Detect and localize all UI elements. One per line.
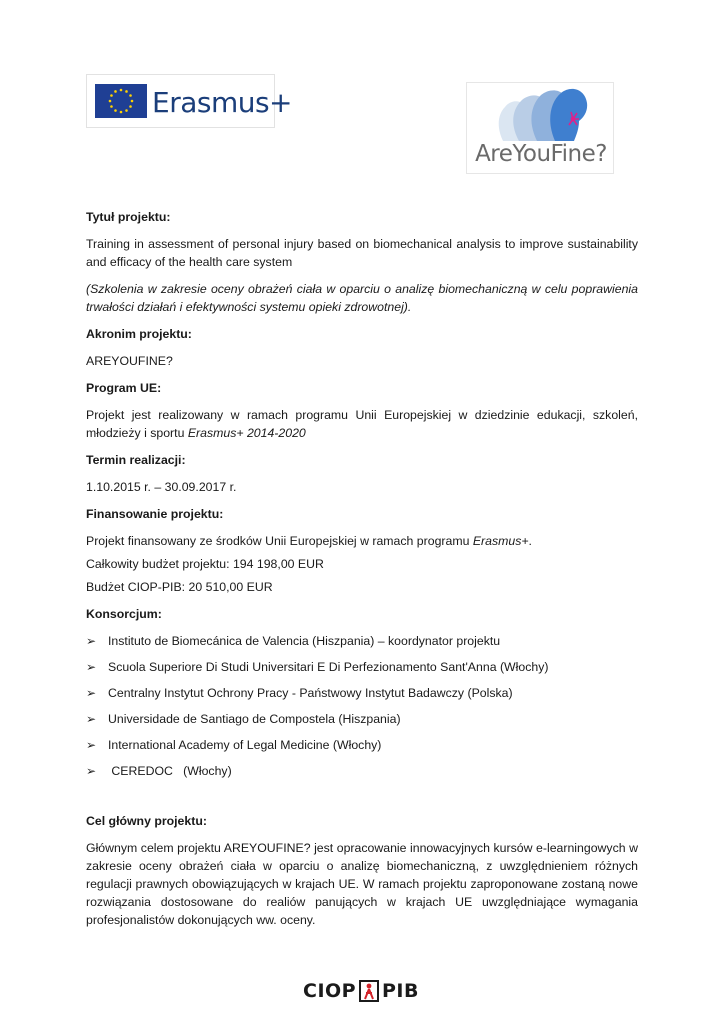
goal-text: Głównym celem projektu AREYOUFINE? jest opracowanie innowacyjnych kursów e-learningowych w zakresie oceny obrażeń ciała w oparciu o analizę biomechaniczną, z uwzględnieniem różnych regulacji prawnych obowiązujących w krajach UE. W ramach projektu zaproponowane zostaną nowe rozwiązania dostosowane do realiów panujących w krajach UE uwzględniające wymagania profesjonalistów dokonujących ww. oceny. xyxy=(86,841,638,927)
arrow-bullet-icon: ➢ xyxy=(86,634,97,648)
list-item xyxy=(86,736,638,754)
program-text xyxy=(86,406,638,442)
ciop-emblem-icon xyxy=(359,980,379,1002)
title-polish: (Szkolenia w zakresie oceny obrażeń ciała w oparciu o analizę biomechaniczną w celu poprawienia trwałości działań i efektywności systemu opieki zdrowotnej). xyxy=(86,282,638,314)
pib-wordmark: PIB xyxy=(382,980,419,1002)
list-item xyxy=(86,632,638,650)
goal-heading: Cel główny projektu: xyxy=(86,814,207,828)
eu-star-icon xyxy=(109,100,112,103)
eu-star-icon xyxy=(131,100,134,103)
funding-text xyxy=(86,532,638,550)
areyoufine-wordmark: AreYouFine? xyxy=(475,141,607,167)
consortium-heading: Konsorcjum: xyxy=(86,607,162,621)
areyoufine-logo xyxy=(466,82,614,174)
eu-star-icon xyxy=(114,109,117,112)
list-item xyxy=(86,658,638,676)
term-heading: Termin realizacji: xyxy=(86,453,186,467)
erasmus-logo xyxy=(86,74,293,128)
acronym-value: AREYOUFINE? xyxy=(86,354,173,368)
eu-star-icon xyxy=(129,105,132,108)
eu-star-icon xyxy=(114,90,117,93)
eu-star-icon xyxy=(125,109,128,112)
consortium-member: Scuola Superiore Di Studi Universitari E Di Perfezionamento Sant'Anna (Włochy) xyxy=(108,660,549,674)
consortium-member: Universidade de Santiago de Compostela (Hiszpania) xyxy=(108,712,401,726)
consortium-member: CEREDOC (Włochy) xyxy=(108,764,232,778)
program-heading: Program UE: xyxy=(86,381,162,395)
list-item xyxy=(86,684,638,702)
eu-star-icon xyxy=(110,94,113,97)
funding-heading: Finansowanie projektu: xyxy=(86,507,224,521)
consortium-list xyxy=(86,632,638,780)
eu-star-icon xyxy=(110,105,113,108)
arrow-bullet-icon: ➢ xyxy=(86,764,97,778)
funding-description: Projekt finansowany ze środków Unii Europejskiej w ramach programu xyxy=(86,534,470,548)
arrow-bullet-icon: ➢ xyxy=(86,660,97,674)
title-english: Training in assessment of personal injury based on biomechanical analysis to improve sustainability and efficacy of the health care system xyxy=(86,237,638,269)
arrow-bullet-icon: ➢ xyxy=(86,686,97,700)
ciop-wordmark: CIOP xyxy=(303,980,357,1002)
acronym-heading: Akronim projektu: xyxy=(86,327,192,341)
list-item xyxy=(86,710,638,728)
budget-ciop: Budżet CIOP-PIB: 20 510,00 EUR xyxy=(86,580,273,594)
program-description: Projekt jest realizowany w ramach programu Unii Europejskiej w dziedzinie edukacji, szkoleń, młodzieży i sportu xyxy=(86,408,638,440)
eu-star-icon xyxy=(129,94,132,97)
funding-program: Erasmus+ xyxy=(472,534,529,548)
consortium-member: Instituto de Biomecánica de Valencia (Hiszpania) – koordynator projektu xyxy=(108,634,501,648)
eu-star-icon xyxy=(120,111,123,114)
funding-period: . xyxy=(528,534,532,548)
erasmus-wordmark: Erasmus+ xyxy=(152,86,293,119)
title-heading: Tytuł projektu: xyxy=(86,210,171,224)
consortium-member: International Academy of Legal Medicine (Włochy) xyxy=(108,738,382,752)
arrow-bullet-icon: ➢ xyxy=(86,712,97,726)
consortium-member: Centralny Instytut Ochrony Pracy - Państwowy Instytut Badawczy (Polska) xyxy=(108,686,513,700)
ciop-pib-logo xyxy=(303,978,423,1004)
document-body xyxy=(86,208,638,938)
list-item xyxy=(86,762,638,780)
budget-total: Całkowity budżet projektu: 194 198,00 EUR xyxy=(86,557,324,571)
eu-flag-icon xyxy=(95,84,147,118)
eu-star-icon xyxy=(120,89,123,92)
header-logos xyxy=(0,0,725,190)
arrow-bullet-icon: ➢ xyxy=(86,738,97,752)
term-value: 1.10.2015 r. – 30.09.2017 r. xyxy=(86,480,237,494)
eu-star-icon xyxy=(125,90,128,93)
faces-icon xyxy=(493,85,589,143)
program-name: Erasmus+ 2014-2020 xyxy=(187,426,306,440)
